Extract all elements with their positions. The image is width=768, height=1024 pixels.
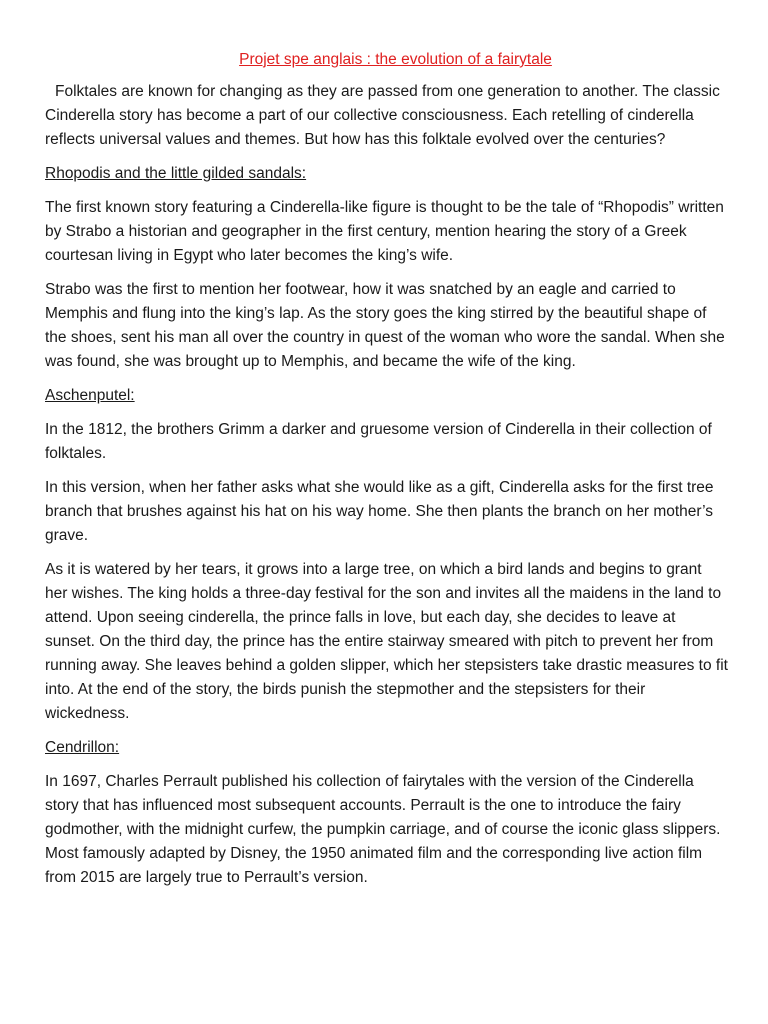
paragraph: In 1697, Charles Perrault published his collection of fairytales with the version of the Cinderella story that has influenced most subsequent accounts. Perrault is the one to introduce the fairy godmother, with the midnight curfew, the pumpkin carriage, and of course the iconic glass slippers. Most famously adapted by Disney, the 1950 animated film and the corresponding live action film from 2015 are largely true to Perrault’s version. [45,773,721,886]
paragraph: As it is watered by her tears, it grows into a large tree, on which a bird lands and begins to grant her wishes. The king holds a three-day festival for the son and invites all the maidens in the land to attend. Upon seeing cinderella, the prince falls in love, but each day, she decides to leave at sunset. On the third day, the prince has the entire stairway smeared with pitch to prevent her from running away. She leaves behind a golden slipper, which her stepsisters take drastic measures to fit into. At the end of the story, the birds punish the stepmother and the stepsisters for their wickedness. [45,561,728,722]
paragraph: In this version, when her father asks what she would like as a gift, Cinderella asks for the first tree branch that brushes against his hat on his way home. She then plants the branch on her mother’s grave. [45,479,714,544]
section-heading-aschenputel: Aschenputel: [45,387,135,404]
paragraph: In the 1812, the brothers Grimm a darker and gruesome version of Cinderella in their collection of folktales. [45,421,712,462]
section-heading-cendrillon: Cendrillon: [45,739,120,756]
intro-paragraph: Folktales are known for changing as they are passed from one generation to another. The classic Cinderella story has become a part of our collective consciousness. Each retelling of cinderella reflects universal values and themes. But how has this folktale evolved over the centuries? [45,83,720,148]
paragraph: The first known story featuring a Cinderella-like figure is thought to be the tale of “Rhopodis” written by Strabo a historian and geographer in the first century, mention hearing the story of a Greek courtesan living in Egypt who later becomes the king’s wife. [45,199,724,264]
document-title: Projet spe anglais : the evolution of a fairytale [239,51,552,68]
paragraph: Strabo was the first to mention her footwear, how it was snatched by an eagle and carried to Memphis and flung into the king’s lap. As the story goes the king stirred by the beautiful shape of the shoes, sent his man all over the country in quest of the woman who wore the sandal. When she was found, she was brought up to Memphis, and became the wife of the king. [45,281,725,370]
section-heading-rhopodis: Rhopodis and the little gilded sandals: [45,165,307,182]
